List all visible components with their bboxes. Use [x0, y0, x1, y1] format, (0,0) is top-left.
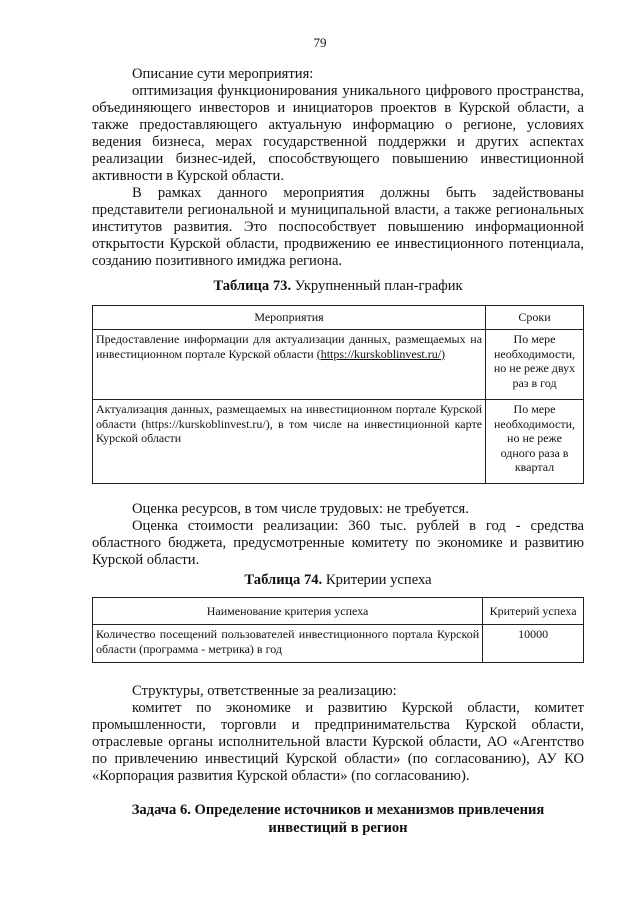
- table-row: [93, 330, 584, 400]
- table73-caption-number: Таблица 73.: [213, 278, 292, 294]
- table73-caption: [92, 277, 584, 295]
- task-heading-line2: инвестиций в регион: [268, 820, 408, 836]
- task-heading-line1: Задача 6. Определение источников и механизмов привлечения: [131, 802, 545, 818]
- table73-row2-activity: Актуализация данных, размещаемых на инвестиционном портале Курской области (https://kurskoblinvest.ru/), в том числе на инвестиционной карте Курской области: [93, 400, 486, 484]
- table73-row2-term: По мере необходимости, но не реже одного раза в квартал: [486, 400, 584, 484]
- table74: [92, 597, 584, 663]
- table73-row1-text: Предоставление информации для актуализации данных, размещаемых на инвестиционном портале Курской области: [96, 332, 483, 361]
- table73-header-terms: Сроки: [486, 306, 584, 330]
- table74-row1-name: Количество посещений пользователей инвестиционного портала Курской области (программа - метрика) в год: [93, 625, 483, 663]
- table74-header-criterion: Критерий успеха: [483, 598, 584, 625]
- table74-caption-number: Таблица 74.: [244, 572, 323, 588]
- table74-caption-title: Критерии успеха: [322, 572, 432, 588]
- cost-paragraph: Оценка стоимости реализации: 360 тыс. рублей в год - средства областного бюджета, предусмотренные комитету по экономике и развитию Курской области.: [92, 518, 584, 568]
- table73: [92, 305, 584, 484]
- table73-row1-term: По мере необходимости, но не реже двух раз в год: [486, 330, 584, 400]
- table73-row1-activity: [93, 330, 486, 400]
- page-number: 79: [313, 35, 327, 50]
- portal-link[interactable]: (https://kurskoblinvest.ru/): [316, 346, 446, 361]
- table-row: [93, 625, 584, 663]
- structures-heading: Структуры, ответственные за реализацию:: [132, 683, 397, 699]
- structures-body: комитет по экономике и развитию Курской области, комитет промышленности, торговли и предпринимательства Курской области, отраслевые органы исполнительной власти Курской области, АО «Агентство по привлечению инвестиций Курской области» (по согласованию), АУ КО «Корпорация развития Курской области» (по согласованию).: [92, 700, 584, 784]
- table74-header-name: Наименование критерия успеха: [93, 598, 483, 625]
- table-row: [93, 400, 584, 484]
- description-body: оптимизация функционирования уникального цифрового пространства, объединяющего инвесторов и инициаторов проектов в Курской области, а также предоставляющего актуальную информацию о регионе, условиях ведения бизнеса, мерах государственной поддержки и других аспектах реализации бизнес-идей, способствующего повышению инвестиционной активности в Курской области.: [92, 83, 584, 184]
- table74-caption: [92, 571, 584, 589]
- description-heading: Описание сути мероприятия:: [132, 66, 314, 82]
- table73-header-activities: Мероприятия: [93, 306, 486, 330]
- framework-paragraph: В рамках данного мероприятия должны быть задействованы представители региональной и муниципальной власти, а также региональных институтов развития. Это поспособствует повышению информационной открытости Курской области, продвижению ее инвестиционного потенциала, созданию позитивного имиджа региона.: [92, 185, 584, 269]
- table73-caption-title: Укрупненный план-график: [291, 278, 463, 294]
- resources-paragraph: Оценка ресурсов, в том числе трудовых: не требуется.: [132, 501, 469, 517]
- table74-row1-value: 10000: [483, 625, 584, 663]
- table74-header-row: [93, 598, 584, 625]
- table73-header-row: [93, 306, 584, 330]
